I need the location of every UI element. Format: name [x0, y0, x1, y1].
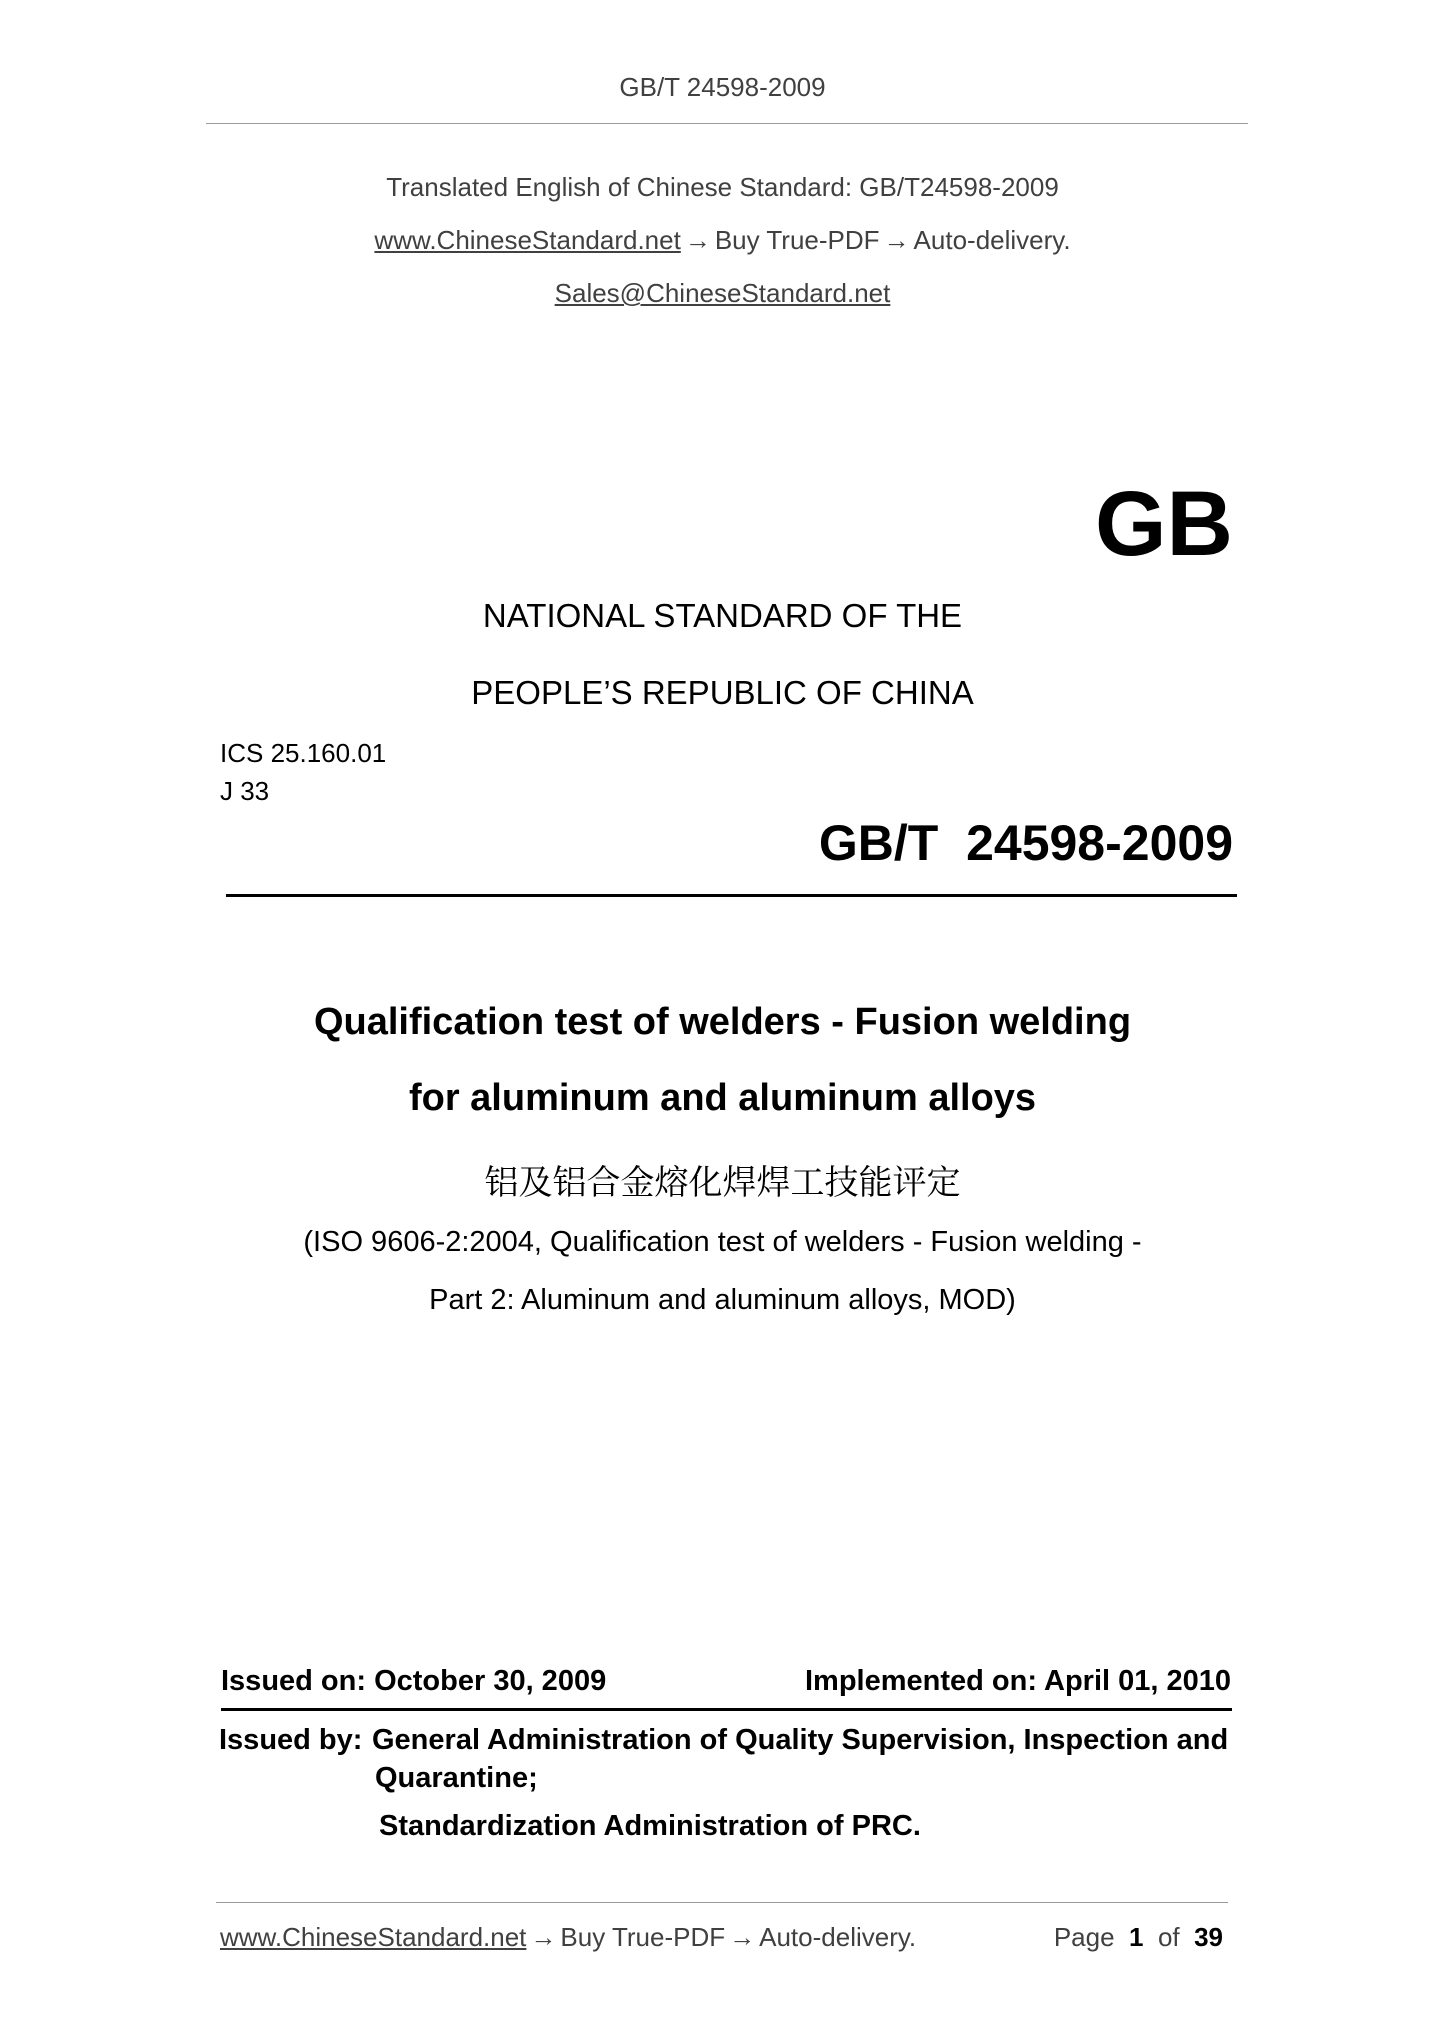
gb-mark: GB: [1095, 473, 1233, 575]
national-standard-line-1: NATIONAL STANDARD OF THE: [482, 597, 963, 634]
page-number: [1054, 1922, 1223, 1953]
footer-site-link[interactable]: www.ChineseStandard.net: [220, 1922, 527, 1952]
title-line-2: for aluminum and aluminum alloys: [408, 1077, 1037, 1119]
arrow-icon: →: [883, 225, 910, 255]
issuer-2: Standardization Administration of PRC.: [379, 1810, 921, 1842]
email-link[interactable]: Sales@ChineseStandard.net: [554, 278, 891, 308]
footer-auto-delivery-text: Auto-delivery.: [759, 1922, 917, 1952]
translated-line: Translated English of Chinese Standard: GB/T24598-2009: [386, 172, 1059, 202]
standard-code: GB/T 24598-2009: [818, 815, 1233, 871]
arrow-icon: →: [684, 225, 711, 255]
ics-code: ICS 25.160.01: [220, 738, 387, 768]
email-line: [0, 278, 1445, 309]
promo-delivery-line: [0, 225, 1445, 256]
footer-delivery-line: [220, 1922, 916, 1953]
page-of-label: of: [1157, 1922, 1180, 1952]
auto-delivery-text: Auto-delivery.: [913, 225, 1071, 255]
arrow-icon: →: [729, 1922, 756, 1952]
code-divider: [226, 894, 1237, 897]
iso-reference-line-2: Part 2: Aluminum and aluminum alloys, MOD): [429, 1284, 1016, 1316]
iso-reference-line-1: (ISO 9606-2:2004, Qualification test of welders - Fusion welding -: [303, 1226, 1142, 1258]
page-current: 1: [1129, 1922, 1144, 1952]
footer-buy-true-pdf-text: Buy True-PDF: [560, 1922, 726, 1952]
page-total: 39: [1194, 1922, 1223, 1952]
arrow-icon: →: [530, 1922, 557, 1952]
dates-divider: [221, 1708, 1232, 1711]
issued-by-label: Issued by:: [219, 1724, 363, 1756]
national-standard-line-2: PEOPLE’S REPUBLIC OF CHINA: [471, 674, 974, 711]
issued-on-date: Issued on: October 30, 2009: [221, 1665, 607, 1697]
footer-divider: [216, 1902, 1228, 1903]
chinese-title: 铝及铝合金熔化焊焊工技能评定: [484, 1163, 961, 1203]
issuer-1-line-b: Quarantine;: [375, 1762, 538, 1794]
implemented-on-date: Implemented on: April 01, 2010: [805, 1665, 1231, 1697]
running-header: GB/T 24598-2009: [619, 72, 826, 102]
ccs-code: J 33: [220, 776, 270, 806]
title-line-1: Qualification test of welders - Fusion welding: [313, 1001, 1132, 1043]
page-label: Page: [1053, 1922, 1115, 1952]
site-link[interactable]: www.ChineseStandard.net: [374, 225, 681, 255]
buy-true-pdf-text: Buy True-PDF: [714, 225, 880, 255]
header-divider: [206, 123, 1248, 124]
issuer-1-line-a: General Administration of Quality Supervision, Inspection and: [372, 1724, 1229, 1756]
